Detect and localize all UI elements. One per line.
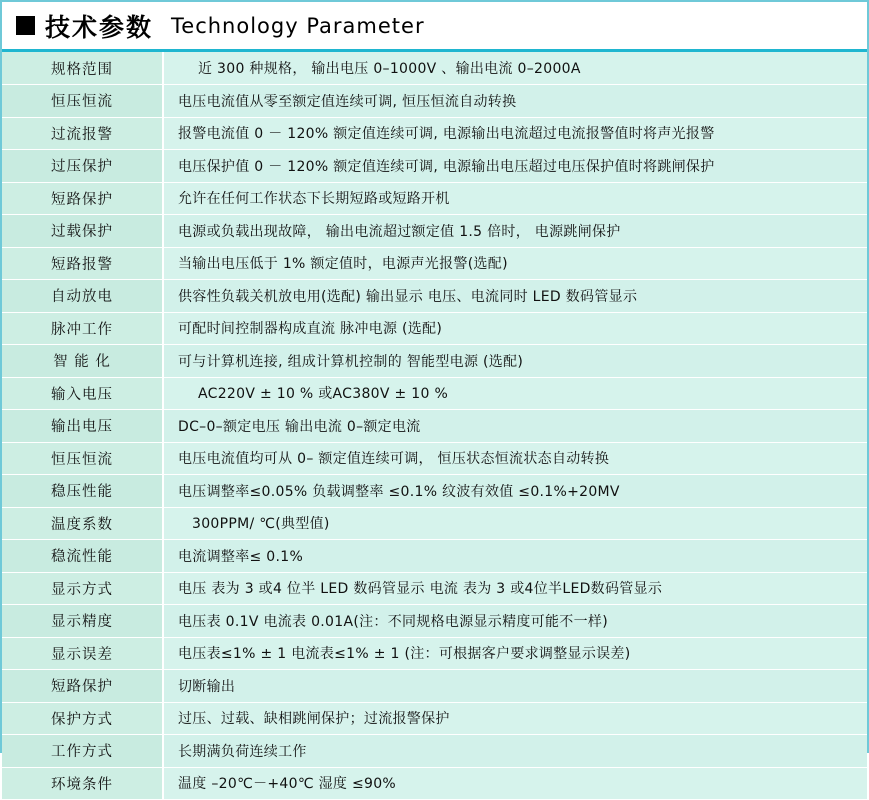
table-row [2, 182, 867, 215]
spec-value-cell: 报警电流值 0 － 120% 额定值连续可调, 电源输出电流超过电流报警值时将声光报警 [163, 117, 867, 150]
spec-label-cell: 智 能 化 [2, 345, 163, 378]
spec-label-cell: 稳压性能 [2, 475, 163, 508]
spec-value-cell: AC220V ± 10 % 或AC380V ± 10 % [163, 377, 867, 410]
table-row [2, 507, 867, 540]
spec-label-cell: 显示误差 [2, 637, 163, 670]
spec-value-cell: 电压 表为 3 或4 位半 LED 数码管显示 电流 表为 3 或4位半LED数码管显示 [163, 572, 867, 605]
table-row [2, 247, 867, 280]
spec-value-cell: DC–0–额定电压 输出电流 0–额定电流 [163, 410, 867, 443]
spec-value-cell: 温度 –20℃－+40℃ 湿度 ≤90% [163, 767, 867, 800]
spec-value-cell: 电压表≤1% ± 1 电流表≤1% ± 1 (注：可根据客户要求调整显示误差) [163, 637, 867, 670]
spec-label-cell: 过压保护 [2, 150, 163, 183]
table-row [2, 280, 867, 313]
spec-value-cell: 电压调整率≤0.05% 负载调整率 ≤0.1% 纹波有效值 ≤0.1%+20MV [163, 475, 867, 508]
spec-value-cell: 当输出电压低于 1% 额定值时，电源声光报警(选配) [163, 247, 867, 280]
table-row [2, 85, 867, 118]
table-row [2, 767, 867, 800]
spec-value-cell: 300PPM/ ℃(典型值) [163, 507, 867, 540]
page-title-en: Technology Parameter [171, 13, 425, 38]
spec-label-cell: 温度系数 [2, 507, 163, 540]
spec-value-cell: 电压电流值均可从 0– 额定值连续可调， 恒压状态恒流状态自动转换 [163, 442, 867, 475]
spec-label-cell: 规格范围 [2, 52, 163, 85]
spec-label-cell: 过流报警 [2, 117, 163, 150]
table-row [2, 150, 867, 183]
table-row [2, 572, 867, 605]
spec-value-cell: 切断输出 [163, 670, 867, 703]
spec-label-cell: 输出电压 [2, 410, 163, 443]
table-row [2, 312, 867, 345]
spec-value-cell: 长期满负荷连续工作 [163, 735, 867, 768]
spec-value-cell: 允许在任何工作状态下长期短路或短路开机 [163, 182, 867, 215]
spec-label-cell: 显示精度 [2, 605, 163, 638]
spec-label-cell: 自动放电 [2, 280, 163, 313]
spec-value-cell: 电源或负载出现故障， 输出电流超过额定值 1.5 倍时， 电源跳闸保护 [163, 215, 867, 248]
spec-label-cell: 工作方式 [2, 735, 163, 768]
table-row [2, 605, 867, 638]
spec-label-cell: 输入电压 [2, 377, 163, 410]
spec-value-cell: 近 300 种规格， 输出电压 0–1000V 、输出电流 0–2000A [163, 52, 867, 85]
table-row [2, 442, 867, 475]
table-row [2, 475, 867, 508]
spec-label-cell: 过载保护 [2, 215, 163, 248]
table-row [2, 215, 867, 248]
spec-label-cell: 恒压恒流 [2, 442, 163, 475]
spec-label-cell: 显示方式 [2, 572, 163, 605]
spec-table [2, 52, 867, 800]
table-row [2, 410, 867, 443]
table-row [2, 540, 867, 573]
table-row [2, 345, 867, 378]
table-row [2, 637, 867, 670]
spec-value-cell: 电流调整率≤ 0.1% [163, 540, 867, 573]
table-row [2, 735, 867, 768]
table-row [2, 670, 867, 703]
table-row [2, 52, 867, 85]
spec-label-cell: 环境条件 [2, 767, 163, 800]
black-square-icon [16, 16, 35, 35]
spec-label-cell: 短路保护 [2, 182, 163, 215]
spec-value-cell: 电压表 0.1V 电流表 0.01A(注：不同规格电源显示精度可能不一样) [163, 605, 867, 638]
spec-value-cell: 可配时间控制器构成直流 脉冲电源 (选配) [163, 312, 867, 345]
spec-value-cell: 电压保护值 0 － 120% 额定值连续可调, 电源输出电压超过电压保护值时将跳闸保护 [163, 150, 867, 183]
table-row [2, 377, 867, 410]
spec-value-cell: 供容性负载关机放电用(选配) 输出显示 电压、电流同时 LED 数码管显示 [163, 280, 867, 313]
table-row [2, 702, 867, 735]
page-title-cn: 技术参数 [45, 12, 154, 42]
table-row [2, 117, 867, 150]
spec-label-cell: 保护方式 [2, 702, 163, 735]
spec-label-cell: 短路报警 [2, 247, 163, 280]
spec-value-cell: 过压、过载、缺相跳闸保护；过流报警保护 [163, 702, 867, 735]
page-header [2, 2, 867, 52]
spec-value-cell: 电压电流值从零至额定值连续可调, 恒压恒流自动转换 [163, 85, 867, 118]
spec-label-cell: 脉冲工作 [2, 312, 163, 345]
spec-value-cell: 可与计算机连接, 组成计算机控制的 智能型电源 (选配) [163, 345, 867, 378]
spec-label-cell: 恒压恒流 [2, 85, 163, 118]
spec-label-cell: 稳流性能 [2, 540, 163, 573]
spec-label-cell: 短路保护 [2, 670, 163, 703]
